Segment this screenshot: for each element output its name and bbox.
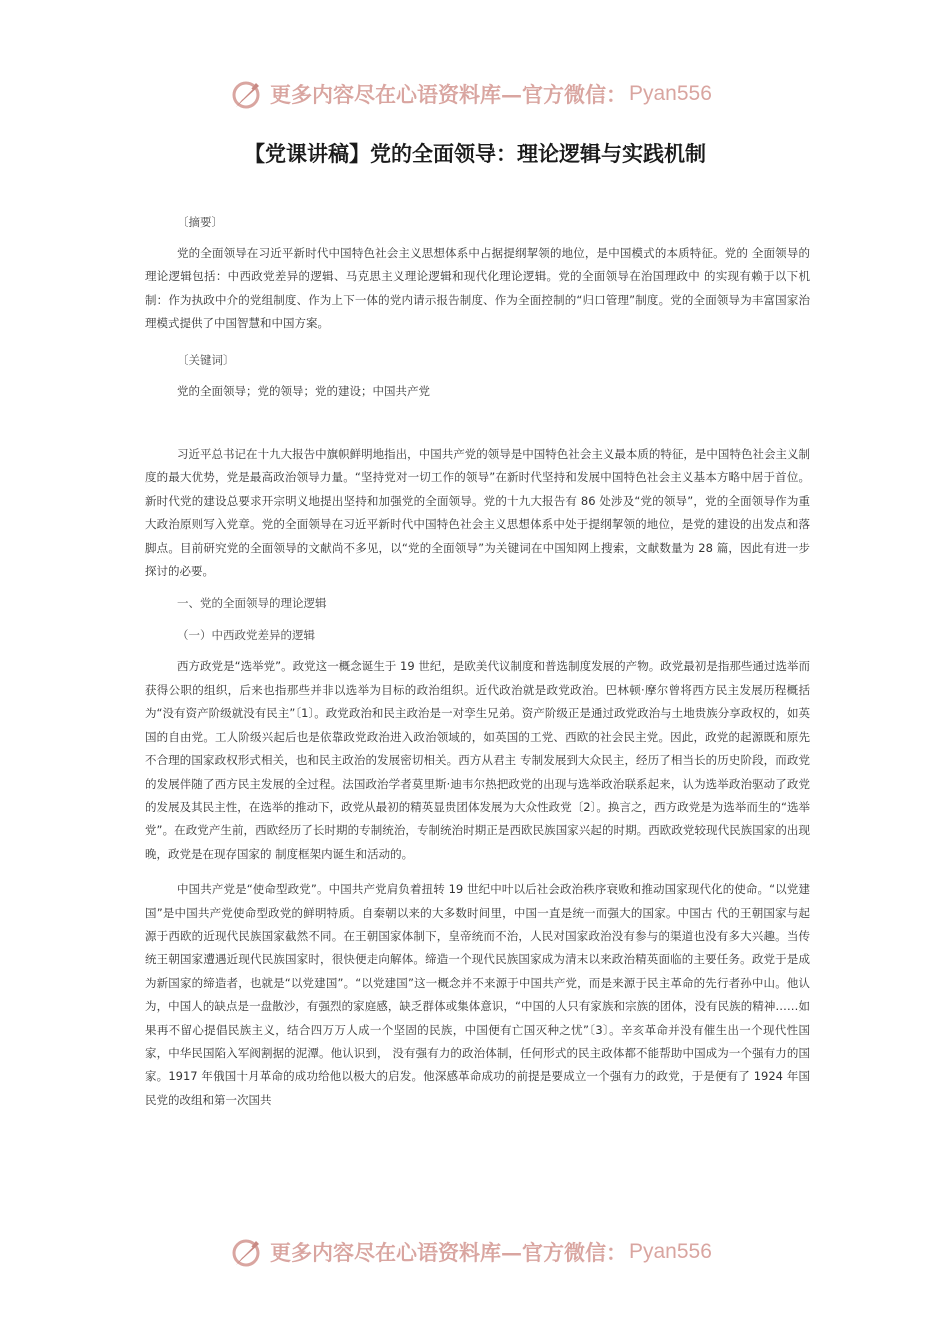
- paragraph-west-parties: 西方政党是“选举党”。政党这一概念诞生于 19 世纪，是欧美代议制度和普选制度发展的产物。政党最初是指那些通过选举而获得公职的组织，后来也指那些并非以选举为目标的政治组织。近代政治就是政党政治。巴林顿·摩尔曾将西方民主发展历程概括为“没有资产阶级就没有民主”〔1〕。政党政治和民主政治是一对孪生兄弟。资产阶级正是通过政党政治与土地贵族分享政权的，如英国的自由党。工人阶级兴起后也是依靠政党政治进入政治领域的，如英国的工党、西欧的社会民主党。因此，政党的起源既和原先不合理的国家政权形式相关，也和民主政治的发展密切相关。西方从君主 专制发展到大众民主，经历了相当长的历史阶段，而政党的发展伴随了西方民主发展的全过程。法国政治学者莫里斯·迪韦尔热把政党的出现与选举政治联系起来，认为选举政治驱动了政党的发展及其民主性，在选举的推动下，政党从最初的精英显贵团体发展为大众性政党〔2〕。换言之，西方政党是为选举而生的“选举党”。在政党产生前，西欧经历了长时期的专制统治，专制统治时期正是西欧民族国家兴起的时期。西欧政党较现代民族国家的出现晚，政党是在现存国家的 制度框架内诞生和活动的。: [145, 659, 810, 861]
- intro-paragraph: 习近平总书记在十九大报告中旗帜鲜明地指出，中国共产党的领导是中国特色社会主义最本质的特征，是中国特色社会主义制度的最大优势，党是最高政治领导力量。“坚持党对一切工作的领导”在新时代坚持和发展中国特色社会主义基本方略中居于首位。新时代党的建设总要求开宗明义地提出坚持和加强党的全面领导。党的十九大报告有 86 处涉及“党的领导”，党的全面领导作为重大政治原则写入党章。党的全面领导在习近平新时代中国特色社会主义思想体系中处于提纲挈领的地位，是党的建设的出发点和落脚点。目前研究党的全面领导的文献尚不多见，以“党的全面领导”为关键词在中国知网上搜索，文献数量为 28 篇，因此有进一步探讨的必要。: [145, 447, 810, 579]
- header-watermark-banner: [230, 74, 750, 114]
- document-body: [145, 210, 810, 1112]
- banner-text: 更多内容尽在心语资料库—官方微信：: [270, 82, 627, 107]
- abstract-paragraph: 党的全面领导在习近平新时代中国特色社会主义思想体系中占据提纲挈领的地位，是中国模式的本质特征。党的 全面领导的理论逻辑包括：中西政党差异的逻辑、马克思主义理论逻辑和现代化理论逻辑。党的全面领导在治国理政中 的实现有赖于以下机制：作为执政中介的党组制度、作为上下一体的党内请示报告制度、作为全面控制的“归口管理”制度。党的全面领导为丰富国家治理模式提供了中国智慧和中国方案。: [145, 246, 810, 331]
- document-title: 【党课讲稿】党的全面领导：理论逻辑与实践机制: [244, 142, 706, 166]
- quill-logo-icon: [230, 77, 264, 111]
- footer-watermark-banner: [230, 1232, 750, 1272]
- abstract-label: 〔摘要〕: [177, 215, 223, 229]
- banner-wechat-id: Pyan556: [629, 82, 712, 105]
- subsection-heading-1: （一）中西政党差异的逻辑: [177, 628, 315, 643]
- keywords-paragraph: 党的全面领导；党的领导；党的建设；中国共产党: [177, 383, 430, 398]
- paragraph-chinese-communist-party: 中国共产党是“使命型政党”。中国共产党肩负着扭转 19 世纪中叶以后社会政治秩序衰败和推动国家现代化的使命。“以党建国”是中国共产党使命型政党的鲜明特质。自秦朝以来的大多数时间里，中国一直是统一而强大的国家。中国古 代的王朝国家与起源于西欧的近现代民族国家截然不同。在王朝国家体制下，皇帝统而不治，人民对国家政治没有参与的渠道也没有多大兴趣。当传统王朝国家遭遇近现代民族国家时，很快便走向解体。缔造一个现代民族国家成为清末以来政治精英面临的主要任务。政党于是成为新国家的缔造者，也就是“以党建国”。“以党建国”这一概念并不来源于中国共产党，而是来源于民主革命的先行者孙中山。他认为，中国人的缺点是一盘散沙，有强烈的家庭感，缺乏群体或集体意识，“中国的人只有家族和宗族的团体，没有民族的精神……如果再不留心提倡民族主义，结合四万万人成一个坚固的民族，中国便有亡国灭种之忧”〔3〕。辛亥革命并没有催生出一个现代性国家，中华民国陷入军阀割据的泥潭。他认识到， 没有强有力的政治体制，任何形式的民主政体都不能帮助中国成为一个强有力的国家。1917 年俄国十月革命的成功给他以极大的启发。他深感革命成功的前提是要成立一个强有力的政党，于是便有了 1924 年国民党的改组和第一次国共: [145, 882, 810, 1107]
- banner-wechat-id: Pyan556: [629, 1240, 712, 1263]
- section-heading-1: 一、党的全面领导的理论逻辑: [177, 596, 327, 611]
- quill-logo-icon: [230, 1235, 264, 1269]
- keywords-label: 〔关键词〕: [177, 352, 235, 367]
- banner-text: 更多内容尽在心语资料库—官方微信：: [270, 1240, 627, 1265]
